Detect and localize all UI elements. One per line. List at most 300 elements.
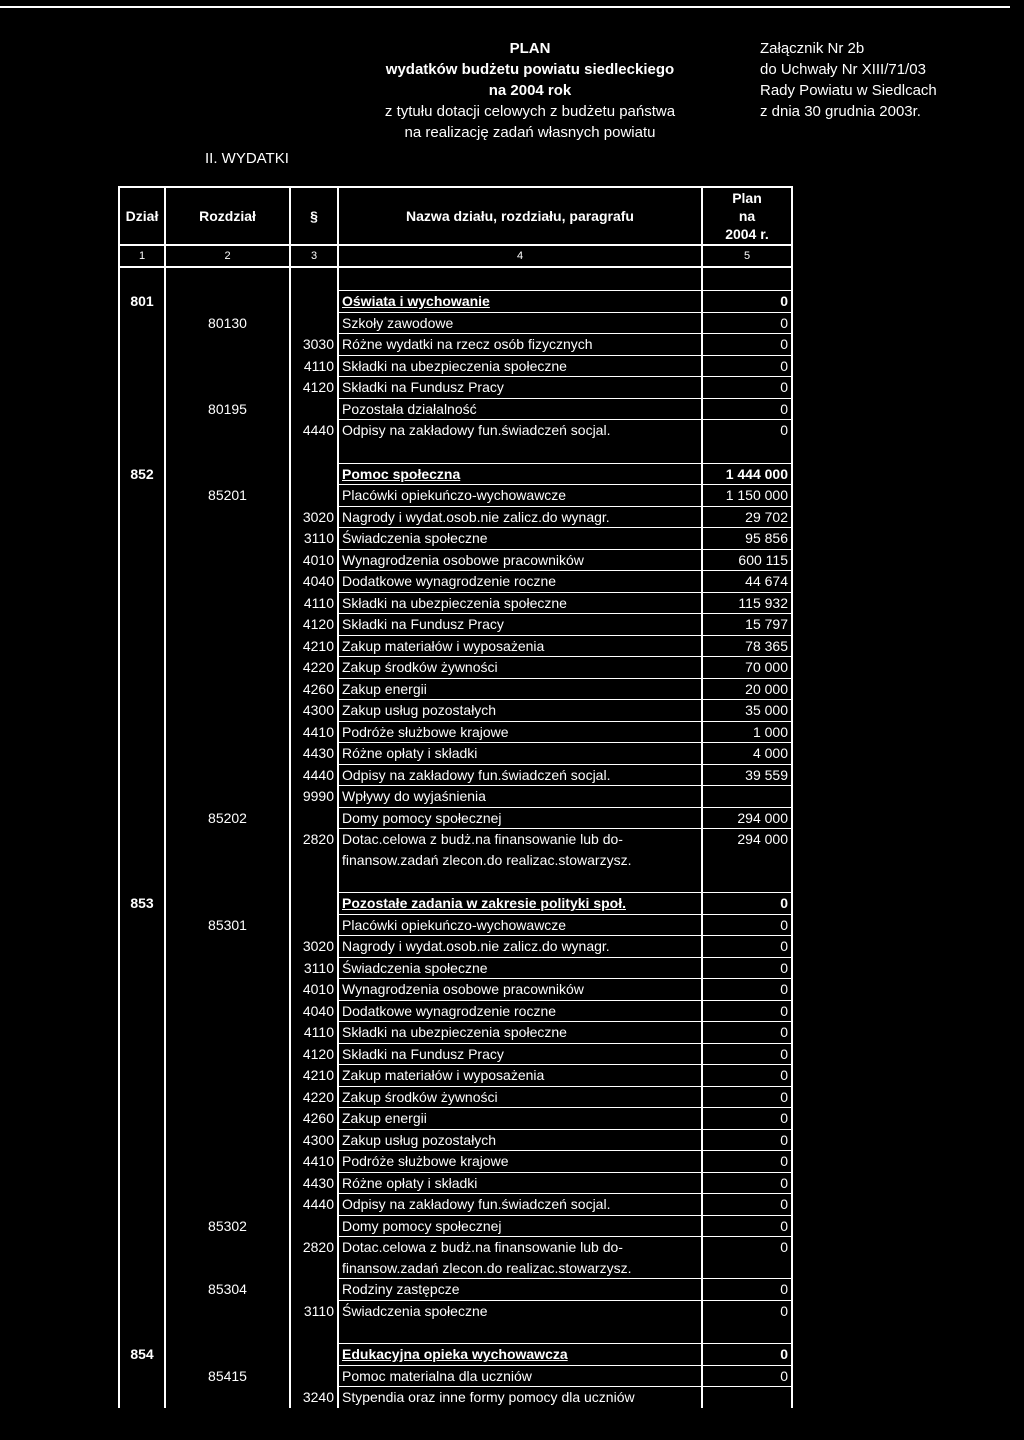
name-cell: Pozostała działalność <box>338 398 702 420</box>
amount-cell: 29 702 <box>702 506 792 528</box>
rozdzial-cell <box>165 1300 290 1321</box>
col-header-plan-line1: Plan <box>732 190 762 206</box>
rozdzial-cell: 85301 <box>165 914 290 936</box>
par-row <box>119 420 792 441</box>
paragraf-cell: 2820 <box>290 1237 338 1258</box>
rozdzial-cell <box>165 1000 290 1022</box>
par-row <box>119 549 792 571</box>
paragraf-cell <box>290 1258 338 1279</box>
rozdzial-cell <box>165 463 290 485</box>
dzial-cell <box>119 549 165 571</box>
paragraf-cell <box>290 893 338 915</box>
name-cell: Różne opłaty i składki <box>338 1172 702 1194</box>
paragraf-cell <box>290 850 338 871</box>
name-cell: Świadczenia społeczne <box>338 528 702 550</box>
dzial-cell <box>119 786 165 808</box>
dzial-cell <box>119 936 165 958</box>
name-cell: Pomoc społeczna <box>338 463 702 485</box>
dzial-cell <box>119 1000 165 1022</box>
amount-cell: 44 674 <box>702 571 792 593</box>
document-title-block <box>300 38 760 143</box>
name-cell: Zakup energii <box>338 678 702 700</box>
paragraf-cell: 4110 <box>290 1022 338 1044</box>
rozdzial-cell: 85202 <box>165 807 290 829</box>
name-cell: Składki na ubezpieczenia społeczne <box>338 355 702 377</box>
paragraf-cell <box>290 1321 338 1344</box>
name-cell: Podróże służbowe krajowe <box>338 1151 702 1173</box>
paragraf-cell: 3110 <box>290 957 338 979</box>
paragraf-cell <box>290 463 338 485</box>
rozdzial-cell: 85415 <box>165 1365 290 1387</box>
dzial-cell <box>119 528 165 550</box>
name-cell: Zakup usług pozostałych <box>338 700 702 722</box>
paragraf-cell: 4010 <box>290 549 338 571</box>
rozdzial-cell <box>165 291 290 313</box>
name-cell: Wynagrodzenia osobowe pracowników <box>338 979 702 1001</box>
rozdzial-cell <box>165 549 290 571</box>
paragraf-cell: 4410 <box>290 1151 338 1173</box>
rozdzial-cell <box>165 678 290 700</box>
dzial-cell <box>119 1215 165 1237</box>
dzial-cell: 853 <box>119 893 165 915</box>
dzial-cell <box>119 312 165 334</box>
amount-cell <box>702 1321 792 1344</box>
dzial-cell <box>119 1258 165 1279</box>
paragraf-cell: 3020 <box>290 936 338 958</box>
rozdzial-cell <box>165 850 290 871</box>
dzial-cell <box>119 957 165 979</box>
par-row <box>119 721 792 743</box>
paragraf-cell <box>290 485 338 507</box>
name-cell: Zakup materiałów i wyposażenia <box>338 635 702 657</box>
par-row <box>119 936 792 958</box>
dzial-cell <box>119 614 165 636</box>
amount-cell: 35 000 <box>702 700 792 722</box>
amount-cell: 20 000 <box>702 678 792 700</box>
par-row <box>119 334 792 356</box>
paragraf-cell: 4260 <box>290 678 338 700</box>
rozdzial-row <box>119 485 792 507</box>
paragraf-cell: 4440 <box>290 420 338 441</box>
par-row <box>119 1172 792 1194</box>
rozdzial-cell <box>165 1172 290 1194</box>
amount-cell: 0 <box>702 914 792 936</box>
rozdzial-cell <box>165 1043 290 1065</box>
rozdzial-cell: 80130 <box>165 312 290 334</box>
dzial-cell <box>119 334 165 356</box>
amount-cell: 0 <box>702 1172 792 1194</box>
amount-cell: 0 <box>702 1000 792 1022</box>
dzial-cell <box>119 506 165 528</box>
amount-cell: 0 <box>702 1194 792 1216</box>
rozdzial-cell <box>165 441 290 464</box>
dzial-cell <box>119 1086 165 1108</box>
name-cell: Nagrody i wydat.osob.nie zalicz.do wynagr. <box>338 506 702 528</box>
rozdzial-cell: 85201 <box>165 485 290 507</box>
name-cell: Nagrody i wydat.osob.nie zalicz.do wynagr. <box>338 936 702 958</box>
amount-cell: 0 <box>702 1151 792 1173</box>
col-number-5: 5 <box>702 245 792 267</box>
par-row <box>119 979 792 1001</box>
par-row <box>119 829 792 850</box>
document-title: PLAN <box>509 40 551 57</box>
rozdzial-cell <box>165 657 290 679</box>
name-cell: Zakup energii <box>338 1108 702 1130</box>
paragraf-cell: 4110 <box>290 592 338 614</box>
rozdzial-cell: 85304 <box>165 1279 290 1301</box>
par-row <box>119 657 792 679</box>
paragraf-cell <box>290 1279 338 1301</box>
paragraf-cell <box>290 1365 338 1387</box>
par-row <box>119 571 792 593</box>
dzial-cell <box>119 1108 165 1130</box>
amount-cell <box>702 870 792 893</box>
dzial-cell <box>119 914 165 936</box>
amount-cell: 0 <box>702 893 792 915</box>
par-row <box>119 1043 792 1065</box>
rozdzial-row <box>119 1365 792 1387</box>
dzial-cell <box>119 1151 165 1173</box>
par-row <box>119 743 792 765</box>
annex-line-1: Załącznik Nr 2b <box>760 40 865 57</box>
amount-cell: 0 <box>702 291 792 313</box>
rozdzial-cell <box>165 936 290 958</box>
rozdzial-cell <box>165 592 290 614</box>
name-cell: Rodziny zastępcze <box>338 1279 702 1301</box>
amount-cell: 115 932 <box>702 592 792 614</box>
paragraf-cell: 2820 <box>290 829 338 850</box>
spacer-row <box>119 1321 792 1344</box>
document-subtitle: wydatków budżetu powiatu siedleckiego <box>385 61 675 78</box>
amount-cell: 1 000 <box>702 721 792 743</box>
rozdzial-cell <box>165 721 290 743</box>
paragraf-cell <box>290 914 338 936</box>
name-cell: Składki na Fundusz Pracy <box>338 614 702 636</box>
par-row <box>119 1129 792 1151</box>
dzial-cell <box>119 850 165 871</box>
rozdzial-cell <box>165 1086 290 1108</box>
paragraf-cell: 3030 <box>290 334 338 356</box>
amount-cell: 0 <box>702 1086 792 1108</box>
name-cell: Odpisy na zakładowy fun.świadczeń socjal. <box>338 420 702 441</box>
col-number-1: 1 <box>119 245 165 267</box>
name-cell: Oświata i wychowanie <box>338 291 702 313</box>
dzial-cell <box>119 355 165 377</box>
dzial-cell <box>119 657 165 679</box>
dzial-cell <box>119 1194 165 1216</box>
spacer-row <box>119 441 792 464</box>
paragraf-cell: 3240 <box>290 1387 338 1408</box>
col-header-plan-line3: 2004 r. <box>725 226 769 242</box>
name-cell: Szkoły zawodowe <box>338 312 702 334</box>
name-cell: Dotac.celowa z budż.na finansowanie lub do- <box>338 1237 702 1258</box>
name-cell: Edukacyjna opieka wychowawcza <box>338 1344 702 1366</box>
amount-cell: 1 150 000 <box>702 485 792 507</box>
amount-cell: 15 797 <box>702 614 792 636</box>
top-rule <box>0 6 1010 8</box>
par-row <box>119 786 792 808</box>
amount-cell <box>702 850 792 871</box>
annex-line-3: Rady Powiatu w Siedlcach <box>760 82 937 99</box>
budget-table-body <box>119 187 792 1408</box>
rozdzial-cell <box>165 870 290 893</box>
name-cell: Różne wydatki na rzecz osób fizycznych <box>338 334 702 356</box>
name-cell: finansow.zadań zlecon.do realizac.stowarzysz. <box>338 850 702 871</box>
amount-cell <box>702 267 792 291</box>
rozdzial-cell <box>165 1344 290 1366</box>
dzial-cell <box>119 267 165 291</box>
amount-cell: 0 <box>702 355 792 377</box>
rozdzial-cell <box>165 1387 290 1408</box>
amount-cell: 0 <box>702 1365 792 1387</box>
rozdzial-cell <box>165 1022 290 1044</box>
dzial-cell <box>119 743 165 765</box>
name-cell <box>338 441 702 464</box>
paragraf-cell: 4260 <box>290 1108 338 1130</box>
rozdzial-cell <box>165 743 290 765</box>
annex-line-4: z dnia 30 grudnia 2003r. <box>760 103 921 120</box>
amount-cell: 0 <box>702 312 792 334</box>
dzial-cell <box>119 1129 165 1151</box>
name-cell: Wynagrodzenia osobowe pracowników <box>338 549 702 571</box>
amount-cell <box>702 786 792 808</box>
par-row <box>119 1237 792 1258</box>
col-number-2: 2 <box>165 245 290 267</box>
name-cell: Dodatkowe wynagrodzenie roczne <box>338 1000 702 1022</box>
rozdzial-cell: 80195 <box>165 398 290 420</box>
cont-row <box>119 1258 792 1279</box>
name-cell: Zakup usług pozostałych <box>338 1129 702 1151</box>
rozdzial-row <box>119 914 792 936</box>
paragraf-cell: 3110 <box>290 1300 338 1321</box>
dzial-cell <box>119 420 165 441</box>
paragraf-cell <box>290 267 338 291</box>
rozdzial-cell <box>165 506 290 528</box>
par-row <box>119 355 792 377</box>
par-row <box>119 1300 792 1321</box>
amount-cell: 0 <box>702 936 792 958</box>
rozdzial-cell <box>165 957 290 979</box>
rozdzial-row <box>119 807 792 829</box>
paragraf-cell: 4040 <box>290 571 338 593</box>
dzial-row <box>119 1344 792 1366</box>
dzial-cell <box>119 870 165 893</box>
rozdzial-cell <box>165 764 290 786</box>
par-row <box>119 1065 792 1087</box>
paragraf-cell <box>290 398 338 420</box>
amount-cell: 0 <box>702 377 792 399</box>
table-header-row <box>119 187 792 245</box>
paragraf-cell <box>290 1215 338 1237</box>
dzial-cell <box>119 721 165 743</box>
paragraf-cell: 4440 <box>290 764 338 786</box>
budget-table <box>118 186 793 1408</box>
par-row <box>119 1000 792 1022</box>
paragraf-cell: 4300 <box>290 1129 338 1151</box>
dzial-cell <box>119 979 165 1001</box>
amount-cell: 39 559 <box>702 764 792 786</box>
dzial-cell <box>119 1022 165 1044</box>
paragraf-cell: 4300 <box>290 700 338 722</box>
rozdzial-cell: 85302 <box>165 1215 290 1237</box>
paragraf-cell <box>290 1344 338 1366</box>
amount-cell <box>702 441 792 464</box>
amount-cell: 294 000 <box>702 829 792 850</box>
rozdzial-cell <box>165 377 290 399</box>
par-row <box>119 957 792 979</box>
dzial-cell <box>119 592 165 614</box>
paragraf-cell: 3110 <box>290 528 338 550</box>
name-cell: Składki na Fundusz Pracy <box>338 377 702 399</box>
paragraf-cell: 4410 <box>290 721 338 743</box>
rozdzial-cell <box>165 893 290 915</box>
par-row <box>119 1022 792 1044</box>
dzial-cell <box>119 1300 165 1321</box>
rozdzial-cell <box>165 334 290 356</box>
name-cell: Składki na ubezpieczenia społeczne <box>338 1022 702 1044</box>
amount-cell: 0 <box>702 1279 792 1301</box>
dzial-cell <box>119 1237 165 1258</box>
amount-cell: 0 <box>702 1237 792 1258</box>
dzial-cell <box>119 1365 165 1387</box>
par-row <box>119 764 792 786</box>
col-number-3: 3 <box>290 245 338 267</box>
name-cell: Stypendia oraz inne formy pomocy dla uczniów <box>338 1387 702 1408</box>
dzial-cell <box>119 700 165 722</box>
amount-cell: 4 000 <box>702 743 792 765</box>
rozdzial-cell <box>165 829 290 850</box>
paragraf-cell: 4210 <box>290 1065 338 1087</box>
document-desc-2: na realizację zadań własnych powiatu <box>404 124 656 141</box>
paragraf-cell: 9990 <box>290 786 338 808</box>
rozdzial-cell <box>165 1151 290 1173</box>
rozdzial-cell <box>165 614 290 636</box>
amount-cell: 0 <box>702 398 792 420</box>
par-row <box>119 377 792 399</box>
dzial-cell <box>119 377 165 399</box>
name-cell: Zakup środków żywności <box>338 1086 702 1108</box>
rozdzial-cell <box>165 1065 290 1087</box>
dzial-cell <box>119 1321 165 1344</box>
amount-cell: 0 <box>702 1022 792 1044</box>
par-row <box>119 614 792 636</box>
par-row <box>119 1086 792 1108</box>
amount-cell: 95 856 <box>702 528 792 550</box>
rozdzial-row <box>119 1279 792 1301</box>
spacer-row <box>119 870 792 893</box>
paragraf-cell: 4120 <box>290 377 338 399</box>
amount-cell: 0 <box>702 957 792 979</box>
paragraf-cell <box>290 870 338 893</box>
name-cell: Świadczenia społeczne <box>338 1300 702 1321</box>
rozdzial-cell <box>165 635 290 657</box>
name-cell: Domy pomocy społecznej <box>338 807 702 829</box>
paragraf-cell <box>290 312 338 334</box>
name-cell: Świadczenia społeczne <box>338 957 702 979</box>
amount-cell: 0 <box>702 1043 792 1065</box>
par-row <box>119 635 792 657</box>
dzial-cell <box>119 807 165 829</box>
par-row <box>119 506 792 528</box>
name-cell: Zakup środków żywności <box>338 657 702 679</box>
dzial-row <box>119 893 792 915</box>
dzial-cell: 852 <box>119 463 165 485</box>
annex-line-2: do Uchwały Nr XIII/71/03 <box>760 61 926 78</box>
amount-cell: 0 <box>702 1108 792 1130</box>
amount-cell: 294 000 <box>702 807 792 829</box>
section-label: II. WYDATKI <box>205 150 289 167</box>
name-cell: Pomoc materialna dla uczniów <box>338 1365 702 1387</box>
par-row <box>119 700 792 722</box>
paragraf-cell: 4120 <box>290 614 338 636</box>
paragraf-cell <box>290 291 338 313</box>
rozdzial-cell <box>165 1129 290 1151</box>
paragraf-cell <box>290 441 338 464</box>
paragraf-cell: 4210 <box>290 635 338 657</box>
rozdzial-cell <box>165 267 290 291</box>
rozdzial-cell <box>165 1237 290 1258</box>
name-cell: Odpisy na zakładowy fun.świadczeń socjal. <box>338 764 702 786</box>
paragraf-cell <box>290 807 338 829</box>
cont-row <box>119 850 792 871</box>
dzial-row <box>119 463 792 485</box>
paragraf-cell: 4220 <box>290 1086 338 1108</box>
dzial-cell <box>119 635 165 657</box>
name-cell: Domy pomocy społecznej <box>338 1215 702 1237</box>
column-number-row <box>119 245 792 267</box>
paragraf-cell: 4010 <box>290 979 338 1001</box>
paragraf-cell: 4120 <box>290 1043 338 1065</box>
name-cell: Różne opłaty i składki <box>338 743 702 765</box>
amount-cell: 0 <box>702 1344 792 1366</box>
name-cell: Zakup materiałów i wyposażenia <box>338 1065 702 1087</box>
name-cell: Dotac.celowa z budż.na finansowanie lub do- <box>338 829 702 850</box>
paragraf-cell: 4040 <box>290 1000 338 1022</box>
document-year: na 2004 rok <box>488 82 572 99</box>
dzial-cell <box>119 764 165 786</box>
dzial-row <box>119 291 792 313</box>
amount-cell: 78 365 <box>702 635 792 657</box>
par-row <box>119 1387 792 1408</box>
dzial-cell <box>119 1043 165 1065</box>
rozdzial-cell <box>165 700 290 722</box>
col-number-4: 4 <box>338 245 702 267</box>
name-cell: Placówki opiekuńczo-wychowawcze <box>338 485 702 507</box>
dzial-cell <box>119 441 165 464</box>
par-row <box>119 1151 792 1173</box>
paragraf-cell: 3020 <box>290 506 338 528</box>
par-row <box>119 528 792 550</box>
dzial-cell <box>119 1172 165 1194</box>
name-cell <box>338 870 702 893</box>
document-desc-1: z tytułu dotacji celowych z budżetu państwa <box>384 103 676 120</box>
par-row <box>119 1108 792 1130</box>
dzial-cell: 854 <box>119 1344 165 1366</box>
paragraf-cell: 4430 <box>290 1172 338 1194</box>
amount-cell: 1 444 000 <box>702 463 792 485</box>
col-header-paragraf: § <box>290 187 338 245</box>
col-header-plan-line2: na <box>738 208 756 224</box>
amount-cell <box>702 1387 792 1408</box>
rozdzial-row <box>119 1215 792 1237</box>
spacer-row <box>119 267 792 291</box>
amount-cell: 0 <box>702 1300 792 1321</box>
dzial-cell <box>119 678 165 700</box>
amount-cell: 0 <box>702 334 792 356</box>
name-cell: Placówki opiekuńczo-wychowawcze <box>338 914 702 936</box>
name-cell: Składki na Fundusz Pracy <box>338 1043 702 1065</box>
col-header-nazwa: Nazwa działu, rozdziału, paragrafu <box>338 187 702 245</box>
